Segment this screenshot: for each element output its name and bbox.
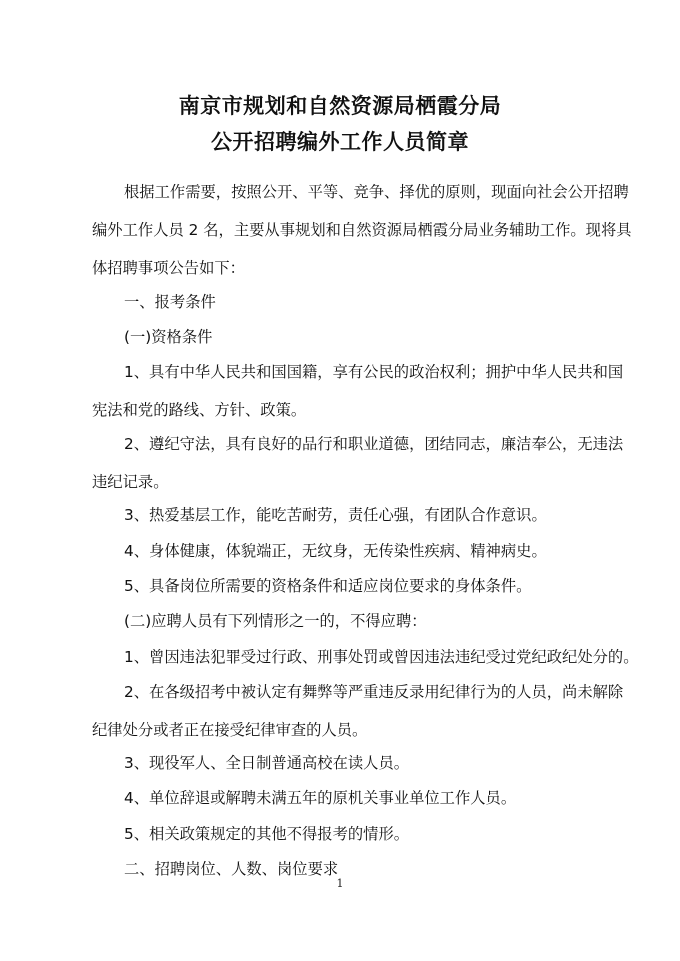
sub1-item-2 (92, 425, 624, 501)
sub1-item-4: 4、身体健康，体貌端正，无纹身，无传染性疾病、精神病史。 (124, 542, 547, 560)
sub2-item-2 (92, 673, 624, 749)
intro-line-1: 根据工作需要，按照公开、平等、竞争、择优的原则，现面向社会公开招聘 (124, 183, 629, 201)
sub2-item-1: 1、曾因违法犯罪受过行政、刑事处罚或曾因违法违纪受过党纪政纪处分的。 (124, 648, 639, 666)
sub1-item-2-line-1: 2、遵纪守法，具有良好的品行和职业道德，团结同志，廉洁奉公，无违法 (124, 435, 624, 453)
sub1-item-1-line-2: 宪法和党的路线、方针、政策。 (92, 401, 307, 419)
sub2-item-4: 4、单位辞退或解聘未满五年的原机关事业单位工作人员。 (124, 789, 517, 807)
sub2-item-5: 5、相关政策规定的其他不得报考的情形。 (124, 825, 410, 843)
section2-heading: 二、招聘岗位、人数、岗位要求 (124, 860, 339, 878)
intro-line-2: 编外工作人员 2 名，主要从事规划和自然资源局栖霞分局业务辅助工作。现将具 (92, 221, 632, 239)
page-number: 1 (336, 877, 344, 890)
sub2-item-2-line-1: 2、在各级招考中被认定有舞弊等严重违反录用纪律行为的人员，尚未解除 (124, 683, 624, 701)
sub1-item-5: 5、具备岗位所需要的资格条件和适应岗位要求的身体条件。 (124, 577, 532, 595)
sub1-item-1-line-1: 1、具有中华人民共和国国籍，享有公民的政治权利；拥护中华人民共和国 (124, 363, 624, 381)
intro-line-3: 体招聘事项公告如下： (92, 259, 245, 277)
document-title-line1: 南京市规划和自然资源局栖霞分局 (178, 94, 502, 118)
sub1-item-3: 3、热爱基层工作，能吃苦耐劳，责任心强，有团队合作意识。 (124, 506, 547, 524)
sub2-item-3: 3、现役军人、全日制普通高校在读人员。 (124, 754, 410, 772)
sub2-heading: (二)应聘人员有下列情形之一的，不得应聘： (124, 612, 427, 630)
document-title-line2: 公开招聘编外工作人员简章 (211, 130, 469, 154)
sub1-item-1 (92, 353, 624, 429)
section1-heading: 一、报考条件 (124, 293, 216, 311)
sub2-item-2-line-2: 纪律处分或者正在接受纪律审查的人员。 (92, 721, 368, 739)
intro-paragraph (92, 173, 632, 287)
sub1-item-2-line-2: 违纪记录。 (92, 473, 169, 491)
sub1-heading: (一)资格条件 (124, 328, 213, 346)
